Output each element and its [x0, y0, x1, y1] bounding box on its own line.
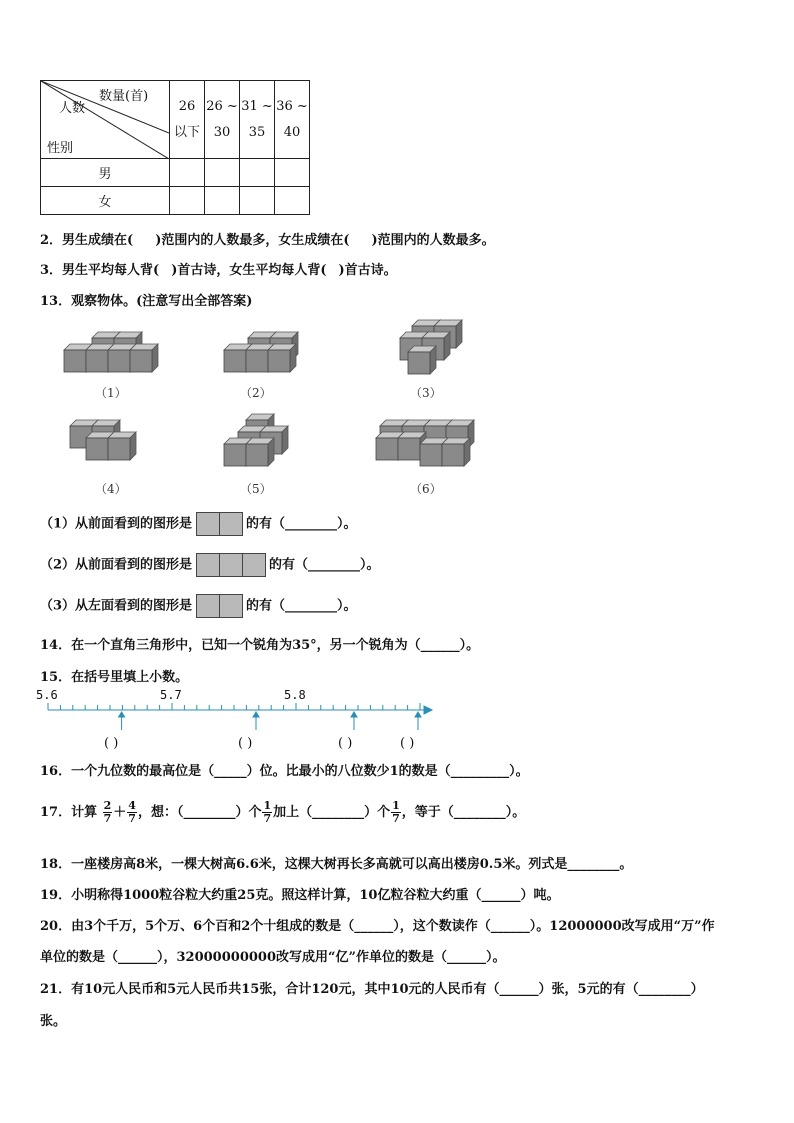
question-17: 17．计算 $\frac{2}{7}$ ＋ $\frac{4}{7}$ ，想：（________）个 $\frac{1}{7}$ 加上（________）个 $\frac{1}{7}$ ，等于（________）。 — [40, 799, 526, 825]
question-13-title: 13．观察物体。(注意写出全部答案) — [40, 294, 253, 309]
figure-6 — [376, 420, 474, 466]
axis-arrow — [424, 706, 432, 714]
table-cell[interactable] — [170, 187, 205, 215]
answer-paren-1: ( ) — [104, 736, 119, 751]
question-18: 18．一座楼房高8米，一棵大树高6.6米，这棵大树再长多高就可以高出楼房0.5米。列式是________。 — [40, 857, 633, 872]
pointer-head — [119, 712, 125, 717]
three-square-view — [196, 553, 265, 577]
figure-label-6: （6） — [410, 482, 442, 496]
table-cell[interactable] — [275, 159, 310, 187]
question-20-line-2: 单位的数是（______），32000000000改写成用“亿”作单位的数是（______）。 — [40, 950, 506, 965]
survey-table — [40, 80, 310, 215]
col-header-2: 31 ~ 35 — [240, 81, 275, 159]
question-13-3: （3）从左面看到的图形是 的有（________）。 — [40, 594, 357, 618]
pointer-head — [351, 712, 357, 717]
question-21-line-1: 21．有10元人民币和5元人民币共15张，合计120元，其中10元的人民币有（______）张，5元的有（________） — [40, 982, 704, 997]
question-13-1: （1）从前面看到的图形是 的有（________）。 — [40, 512, 357, 536]
question-21-line-2: 张。 — [40, 1014, 67, 1029]
figure-3 — [400, 320, 462, 374]
figure-label-5: （5） — [240, 482, 272, 496]
question-20-line-1: 20．由3个千万，5个万、6个百和2个十组成的数是（______），这个数读作（______）。12000000改写成用“万”作 — [40, 919, 715, 934]
question-16: 16．一个九位数的最高位是（_____）位。比最小的八位数少1的数是（_________）。 — [40, 764, 529, 779]
two-square-view-left — [196, 594, 242, 618]
tick-label-5.6: 5.6 — [36, 688, 58, 702]
fraction-1-7-b: $\frac{1}{7}$ — [392, 799, 400, 825]
answer-paren-3: ( ) — [338, 736, 353, 751]
table-cell[interactable] — [240, 159, 275, 187]
table-cell[interactable] — [205, 187, 240, 215]
table-cell[interactable] — [240, 187, 275, 215]
header-gender: 性别 — [47, 141, 74, 156]
table-row — [41, 159, 310, 187]
figure-label-1: （1） — [95, 386, 127, 400]
header-quantity: 数量(首) — [99, 89, 149, 104]
col-header-1: 26 ~ 30 — [205, 81, 240, 159]
question-2: 2．男生成绩在( )范围内的人数最多，女生成绩在( )范围内的人数最多。 — [40, 233, 495, 248]
row-label-female: 女 — [41, 187, 170, 215]
figure-label-4: （4） — [95, 482, 127, 496]
figure-2 — [224, 332, 298, 372]
table-cell[interactable] — [170, 159, 205, 187]
figure-label-3: （3） — [410, 386, 442, 400]
question-19: 19．小明称得1000粒谷粒大约重25克。照这样计算，10亿粒谷粒大约重（______）吨。 — [40, 888, 560, 903]
question-14: 14．在一个直角三角形中，已知一个锐角为35°，另一个锐角为（______）。 — [40, 638, 480, 653]
question-13-2: （2）从前面看到的图形是 的有（________）。 — [40, 553, 380, 577]
diagonal-header-cell — [41, 81, 170, 159]
pointer-head — [253, 712, 259, 717]
pointer-head — [415, 712, 421, 717]
header-people: 人数 — [59, 101, 86, 116]
figure-4 — [70, 420, 136, 460]
figure-5 — [224, 414, 288, 466]
table-cell[interactable] — [205, 159, 240, 187]
col-header-0: 26 以下 — [170, 81, 205, 159]
tick-label-5.8: 5.8 — [284, 688, 306, 702]
table-row — [41, 187, 310, 215]
fraction-2-7: $\frac{2}{7}$ — [103, 799, 112, 825]
answer-paren-2: ( ) — [238, 736, 253, 751]
question-3: 3．男生平均每人背( )首古诗，女生平均每人背( )首古诗。 — [40, 263, 397, 278]
fraction-4-7: $\frac{4}{7}$ — [128, 799, 136, 825]
number-line — [40, 700, 440, 740]
tick-label-5.7: 5.7 — [160, 688, 182, 702]
answer-paren-4: ( ) — [400, 736, 415, 751]
table-cell[interactable] — [275, 187, 310, 215]
two-square-view — [196, 512, 242, 536]
figure-1 — [64, 332, 158, 372]
fraction-1-7-a: $\frac{1}{7}$ — [263, 799, 272, 825]
row-label-male: 男 — [41, 159, 170, 187]
figure-label-2: （2） — [240, 386, 272, 400]
question-15-title: 15．在括号里填上小数。 — [40, 670, 189, 685]
col-header-3: 36 ~ 40 — [275, 81, 310, 159]
